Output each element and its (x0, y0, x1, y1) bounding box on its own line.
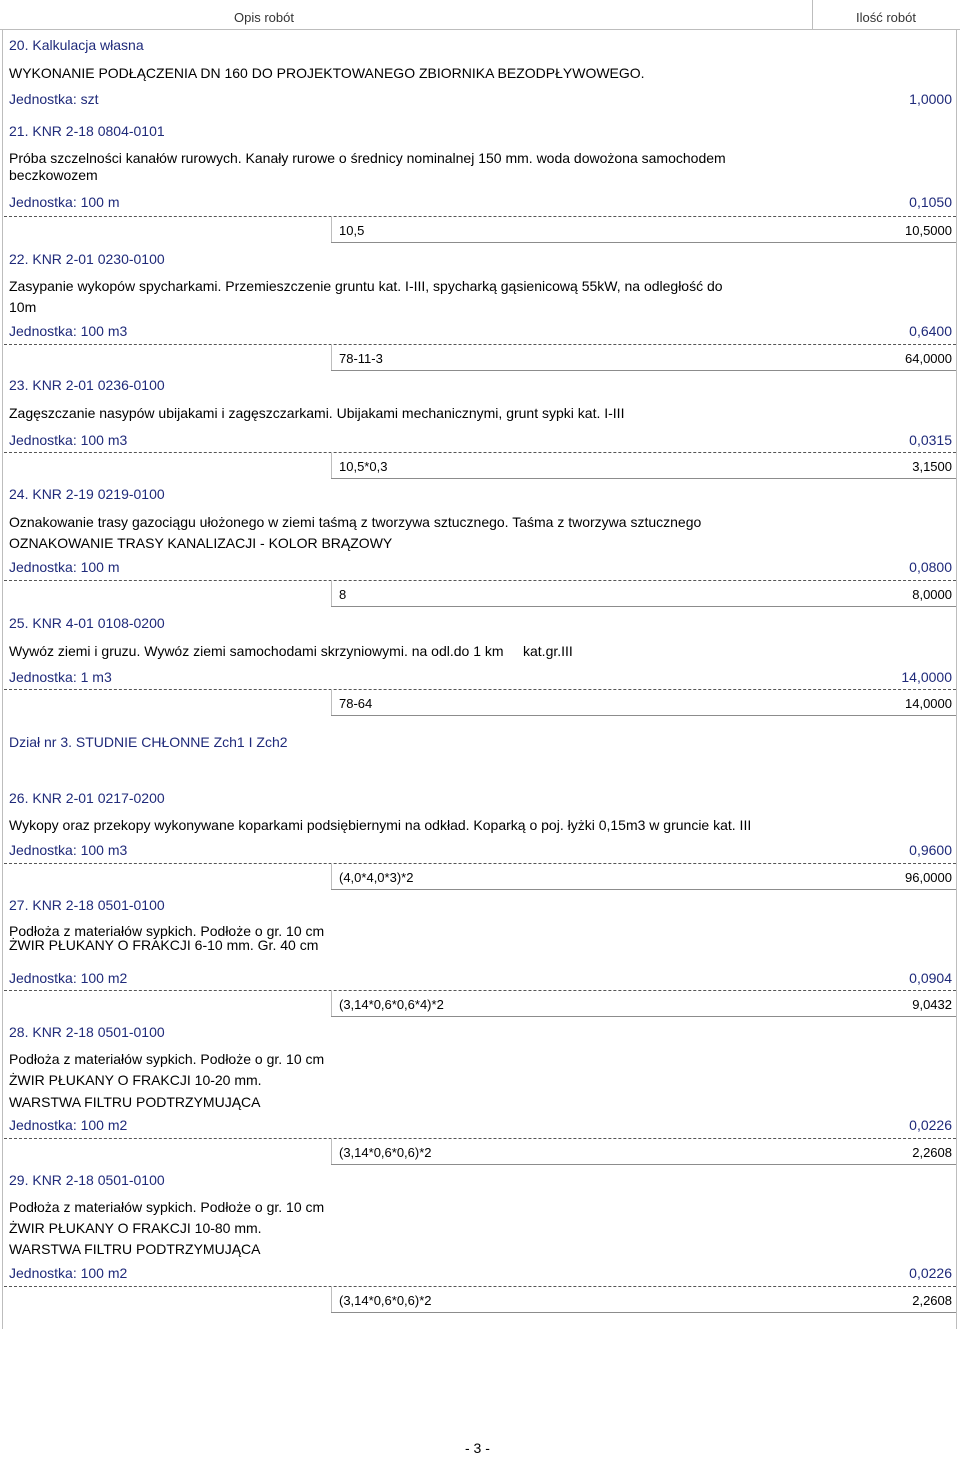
dashed-separator (4, 452, 956, 453)
item-description: beczkowozem (9, 167, 98, 183)
item-unit-quantity: 0,1050 (909, 194, 952, 210)
header-description: Opis robót (234, 10, 294, 25)
item-number: 22. KNR 2-01 0230-0100 (9, 251, 165, 267)
item-formula: (3,14*0,6*0,6*4)*2 (339, 997, 444, 1012)
item-unit: Jednostka: 100 m3 (9, 432, 128, 448)
formula-underline (331, 370, 956, 371)
item-total: 14,0000 (905, 696, 952, 711)
formula-underline (331, 1164, 956, 1165)
formula-underline (331, 242, 956, 243)
item-number: 29. KNR 2-18 0501-0100 (9, 1172, 165, 1188)
formula-divider (331, 990, 332, 1017)
item-unit-quantity: 0,0226 (909, 1265, 952, 1281)
item-description: Podłoża z materiałów sypkich. Podłoże o gr. 10 cm (9, 1051, 325, 1067)
item-formula: (4,0*4,0*3)*2 (339, 870, 414, 885)
item-unit-quantity: 0,0904 (909, 970, 952, 986)
formula-divider (331, 1138, 332, 1165)
formula-divider (331, 580, 332, 607)
item-total: 96,0000 (905, 870, 952, 885)
item-unit: Jednostka: 100 m2 (9, 1117, 128, 1133)
formula-divider (331, 344, 332, 371)
item-number: 28. KNR 2-18 0501-0100 (9, 1024, 165, 1040)
header-separator (0, 29, 960, 30)
formula-underline (331, 1016, 956, 1017)
item-formula: 8 (339, 587, 347, 602)
formula-underline (331, 606, 956, 607)
section-title: Dział nr 3. STUDNIE CHŁONNE Zch1 I Zch2 (9, 734, 288, 750)
item-unit: Jednostka: 100 m3 (9, 842, 128, 858)
item-unit: Jednostka: 100 m (9, 194, 120, 210)
formula-underline (331, 1312, 956, 1313)
dashed-separator (4, 216, 956, 217)
item-unit: Jednostka: 100 m3 (9, 323, 128, 339)
item-total: 2,2608 (912, 1145, 952, 1160)
item-formula: (3,14*0,6*0,6)*2 (339, 1145, 432, 1160)
item-description: WYKONANIE PODŁĄCZENIA DN 160 DO PROJEKTOWANEGO ZBIORNIKA BEZODPŁYWOWEGO. (9, 65, 645, 81)
item-unit-quantity: 0,0226 (909, 1117, 952, 1133)
item-total: 2,2608 (912, 1293, 952, 1308)
left-border (2, 29, 3, 1329)
item-formula: 78-64 (339, 696, 373, 711)
item-description: WARSTWA FILTRU PODTRZYMUJĄCA (9, 1094, 261, 1110)
item-number: 20. Kalkulacja własna (9, 37, 144, 53)
item-unit: Jednostka: 1 m3 (9, 669, 112, 685)
item-number: 23. KNR 2-01 0236-0100 (9, 377, 165, 393)
item-number: 25. KNR 4-01 0108-0200 (9, 615, 165, 631)
item-unit: Jednostka: szt (9, 91, 99, 107)
item-total: 3,1500 (912, 459, 952, 474)
item-description: ŻWIR PŁUKANY O FRAKCJI 10-20 mm. (9, 1072, 262, 1088)
item-unit: Jednostka: 100 m2 (9, 970, 128, 986)
item-formula: 78-11-3 (339, 351, 383, 366)
item-unit-quantity: 0,6400 (909, 323, 952, 339)
dashed-separator (4, 863, 956, 864)
item-unit-quantity: 1,0000 (909, 91, 952, 107)
item-number: 26. KNR 2-01 0217-0200 (9, 790, 165, 806)
item-unit-quantity: 0,0800 (909, 559, 952, 575)
page-number: - 3 - (465, 1440, 490, 1456)
item-number: 21. KNR 2-18 0804-0101 (9, 123, 165, 139)
item-total: 8,0000 (912, 587, 952, 602)
dashed-separator (4, 1138, 956, 1139)
formula-underline (331, 478, 956, 479)
item-description: Wykopy oraz przekopy wykonywane koparkami podsiębiernymi na odkład. Koparką o poj. łyżki 0,15m3 w gruncie kat. III (9, 817, 752, 833)
item-description: Zasypanie wykopów spycharkami. Przemieszczenie gruntu kat. I-III, spycharką gąsienicową 55kW, na odległość do (9, 278, 723, 294)
item-description: Podłoża z materiałów sypkich. Podłoże o gr. 10 cm (9, 923, 325, 939)
item-description: Podłoża z materiałów sypkich. Podłoże o gr. 10 cm (9, 1199, 325, 1215)
formula-underline (331, 715, 956, 716)
item-formula: 10,5 (339, 223, 365, 238)
item-total: 9,0432 (912, 997, 952, 1012)
header-quantity: Ilość robót (856, 10, 916, 25)
formula-divider (331, 689, 332, 716)
item-unit-quantity: 0,9600 (909, 842, 952, 858)
dashed-separator (4, 344, 956, 345)
formula-underline (331, 889, 956, 890)
item-unit: Jednostka: 100 m2 (9, 1265, 128, 1281)
right-border (956, 29, 957, 1329)
formula-divider (331, 863, 332, 890)
item-description: Oznakowanie trasy gazociągu ułożonego w ziemi taśmą z tworzywa sztucznego. Taśma z tworzywa sztucznego (9, 514, 702, 530)
item-unit-quantity: 0,0315 (909, 432, 952, 448)
dashed-separator (4, 580, 956, 581)
formula-divider (331, 1286, 332, 1313)
item-description: Próba szczelności kanałów rurowych. Kanały rurowe o średnicy nominalnej 150 mm. woda dowożona samochodem (9, 150, 726, 166)
dashed-separator (4, 990, 956, 991)
item-description: OZNAKOWANIE TRASY KANALIZACJI - KOLOR BRĄZOWY (9, 535, 393, 551)
item-formula: (3,14*0,6*0,6)*2 (339, 1293, 432, 1308)
item-unit: Jednostka: 100 m (9, 559, 120, 575)
item-description: Wywóz ziemi i gruzu. Wywóz ziemi samochodami skrzyniowymi. na odl.do 1 km kat.gr.III (9, 643, 573, 659)
item-total: 64,0000 (905, 351, 952, 366)
item-number: 24. KNR 2-19 0219-0100 (9, 486, 165, 502)
dashed-separator (4, 689, 956, 690)
dashed-separator (4, 1286, 956, 1287)
item-formula: 10,5*0,3 (339, 459, 388, 474)
item-total: 10,5000 (905, 223, 952, 238)
item-number: 27. KNR 2-18 0501-0100 (9, 897, 165, 913)
header-column-divider (812, 0, 813, 29)
item-unit-quantity: 14,0000 (901, 669, 952, 685)
item-description: Zagęszczanie nasypów ubijakami i zagęszczarkami. Ubijakami mechanicznymi, grunt sypki kat. I-III (9, 405, 625, 421)
item-description: ŻWIR PŁUKANY O FRAKCJI 10-80 mm. (9, 1220, 262, 1236)
formula-divider (331, 452, 332, 479)
formula-divider (331, 216, 332, 243)
item-description: WARSTWA FILTRU PODTRZYMUJĄCA (9, 1241, 261, 1257)
item-description: 10m (9, 299, 37, 315)
item-description: ŻWIR PŁUKANY O FRAKCJI 6-10 mm. Gr. 40 cm (9, 937, 319, 953)
